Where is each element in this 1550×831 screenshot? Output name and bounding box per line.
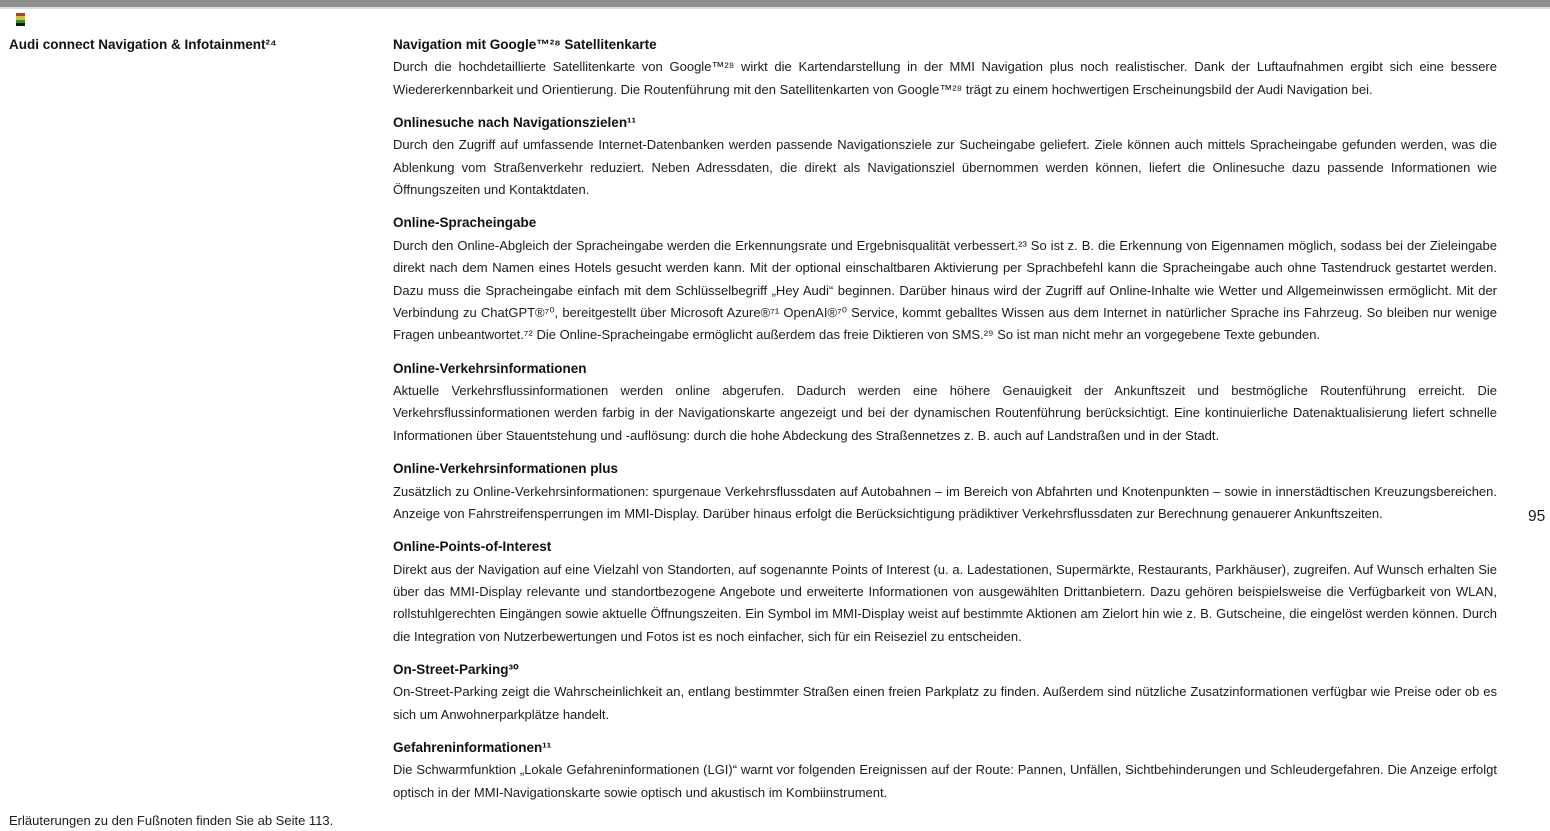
- section-heading: Onlinesuche nach Navigationszielen¹¹: [393, 115, 637, 131]
- section-heading: Online-Verkehrsinformationen plus: [393, 461, 619, 477]
- section-body: Durch den Online-Abgleich der Spracheingabe werden die Erkennungsrate und Ergebnisqualität verbessert.²³ So ist z. B. die Erkennung von Eigennamen möglich, sodass bei der Zieleingabe direkt nach dem Namen eines Hotels gesucht werden kann. Mit der optional einschaltbaren Aktivierung per Sprachbefehl kann die Spracheingabe auch ohne Tastendruck gestartet werden. Dazu muss die Spracheingabe einfach mit dem Schlüsselbegriff „Hey Audi“ beginnen. Darüber hinaus wird der Zugriff auf Online-Inhalte wie Wetter und Allgemeinwissen ermöglicht. Mit der Verbindung zu ChatGPT®⁷⁰, bereitgestellt über Microsoft Azure®⁷¹ OpenAI®⁷⁰ Service, kommt geballtes Wissen aus dem Internet in natürlicher Sprache ins Fahrzeug. So bleiben nur wenige Fragen unbeantwortet.⁷² Die Online-Spracheingabe ermöglicht außerdem das freie Diktieren von SMS.²⁹ So ist man nicht mehr an vorgegebene Texte gebunden.: [393, 237, 1497, 343]
- section-body: Zusätzlich zu Online-Verkehrsinformationen: spurgenaue Verkehrsflussdaten auf Autobahnen – im Bereich von Abfahrten und Knotenpunkten – sowie in innerstädtischen Kreuzungsbereichen. Anzeige von Fahrstreifensperrungen im MMI-Display. Darüber hinaus erfolgt die Berücksichtigung prädiktiver Verkehrsflussdaten zur Berechnung genauerer Ankunftszeiten.: [393, 483, 1497, 521]
- section-body: Direkt aus der Navigation auf eine Vielzahl von Standorten, auf sogenannte Points of Interest (u. a. Ladestationen, Supermärkte, Restaurants, Parkhäuser), zugreifen. Auf Wunsch erhalten Sie über das MMI-Display relevante und standortbezogene Angebote und erweiterte Informationen von ausgewählten Drittanbietern. Dazu gehören beispielsweise die Verfügbarkeit von WLAN, rollstuhlgerechten Eingängen sowie aktuelle Öffnungszeiten. Ein Symbol im MMI-Display weist auf bestimmte Aktionen am Zielort hin wie z. B. Gutscheine, die eingelöst werden können. Durch die Integration von Nutzerbewertungen und Fotos ist es noch einfacher, sich für ein Reiseziel zu entscheiden.: [393, 561, 1497, 644]
- section-heading: Gefahreninformationen¹¹: [393, 739, 552, 755]
- section-body: Die Schwarmfunktion „Lokale Gefahreninformationen (LGI)“ warnt vor folgenden Ereignissen auf der Route: Pannen, Unfällen, Sichtbehinderungen und Schleudergefahren. Die Anzeige erfolgt optisch in der MMI-Navigationskarte sowie optisch und akustisch im Kombiinstrument.: [393, 762, 1497, 800]
- main-content: [393, 34, 1497, 815]
- footnote-reference: Erläuterungen zu den Fußnoten finden Sie ab Seite 113.: [9, 813, 334, 828]
- section-heading: Navigation mit Google™²⁸ Satellitenkarte: [393, 37, 657, 52]
- section-body: Durch den Zugriff auf umfassende Internet-Datenbanken werden passende Navigationsziele zur Sucheingabe geliefert. Ziele können auch mittels Spracheingabe gefunden werden, was die Ablenkung vom Straßenverkehr reduziert. Neben Adressdaten, die direkt als Navigationsziel übernommen werden können, liefert die Onlinesuche dazu passende Informationen wie Öffnungszeiten und Kontaktdaten.: [393, 137, 1497, 198]
- section-onlinesuche: [393, 112, 1497, 202]
- section-heading: Online-Spracheingabe: [393, 215, 537, 231]
- section-heading: Online-Verkehrsinformationen: [393, 360, 587, 376]
- section-online-spracheingabe: [393, 212, 1497, 346]
- section-heading: Online-Points-of-Interest: [393, 539, 552, 555]
- color-registration-icon: [16, 13, 25, 26]
- section-online-verkehrsinformationen-plus: [393, 458, 1497, 525]
- section-body: On-Street-Parking zeigt die Wahrscheinlichkeit an, entlang bestimmter Straßen einen freien Parkplatz zu finden. Außerdem sind nützliche Zusatzinformationen verfügbar wie Preise oder ob es sich um Anwohnerparkplätze handelt.: [393, 684, 1497, 722]
- section-heading: On-Street-Parking³⁰: [393, 661, 519, 677]
- section-on-street-parking: [393, 659, 1497, 726]
- top-divider-bar: [0, 0, 1550, 9]
- section-gefahreninformationen: [393, 737, 1497, 804]
- section-online-points-of-interest: [393, 536, 1497, 648]
- section-body: Durch die hochdetaillierte Satellitenkarte von Google™²⁸ wirkt die Kartendarstellung in der MMI Navigation plus noch realistischer. Dank der Luftaufnahmen ergibt sich eine bessere Wiedererkennbarkeit und Orientierung. Die Routenführung mit den Satellitenkarten von Google™²⁸ trägt zu einem hochwertigen Erscheinungsbild der Audi Navigation bei.: [393, 59, 1497, 97]
- section-online-verkehrsinformationen: [393, 358, 1497, 448]
- page-title: Audi connect Navigation & Infotainment²⁴: [9, 37, 277, 52]
- page-number: 95: [1528, 508, 1546, 525]
- section-navigation-google: [393, 34, 1497, 101]
- section-body: Aktuelle Verkehrsflussinformationen werden online abgerufen. Dadurch werden eine höhere Genauigkeit der Ankunftszeit und bestmögliche Routenführung erreicht. Die Verkehrsflussinformationen werden farbig in der Navigationskarte angezeigt und bei der dynamischen Routenführung berücksichtigt. Eine kontinuierliche Datenaktualisierung liefert schnelle Informationen über Stauentstehung und -auflösung: durch die hohe Abdeckung des Straßennetzes z. B. auch auf Landstraßen und in der Stadt.: [393, 383, 1497, 443]
